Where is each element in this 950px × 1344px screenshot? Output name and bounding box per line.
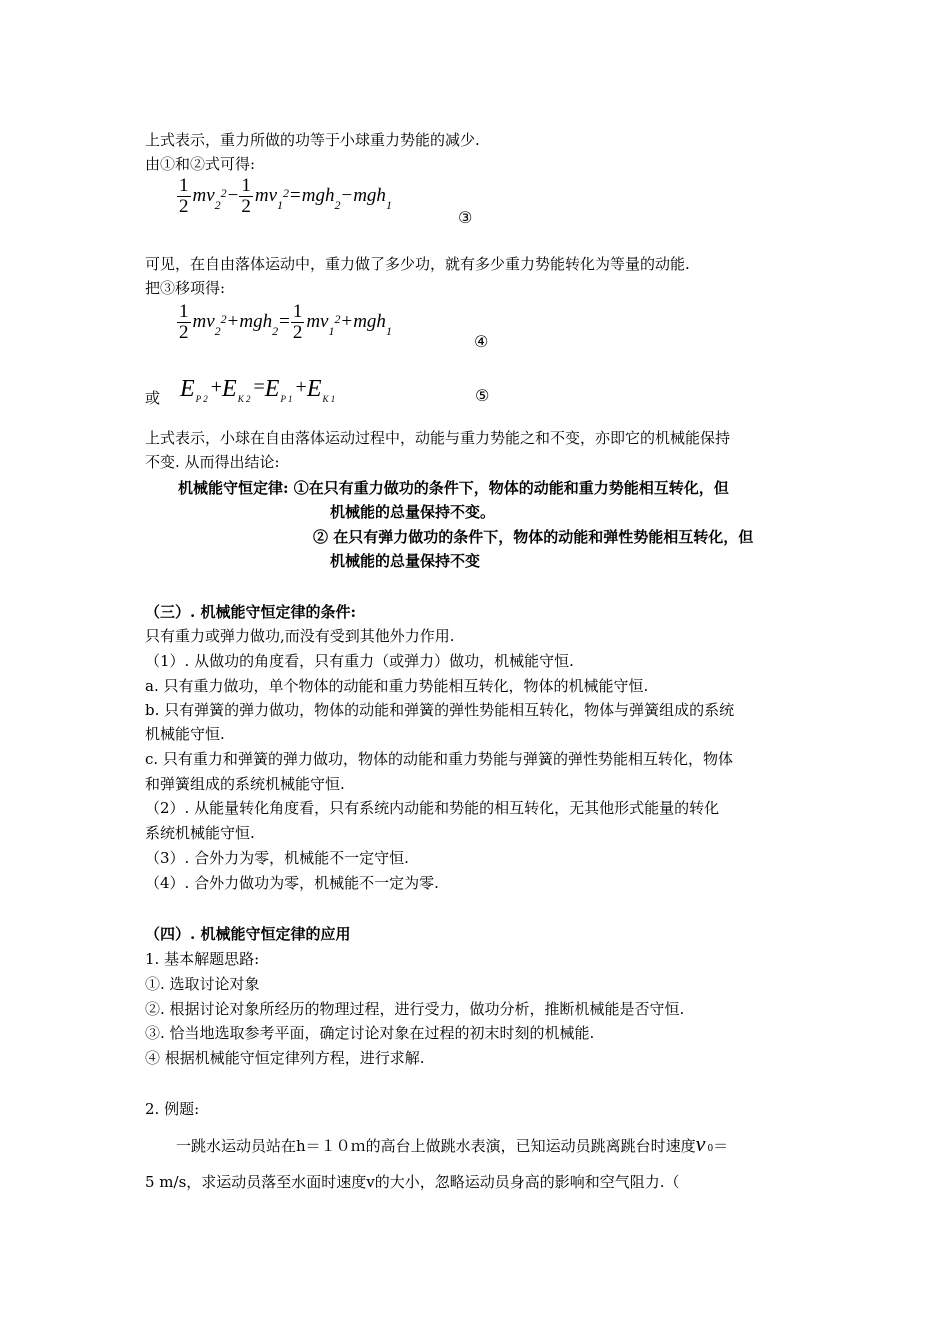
- text-line: （1）. 从做功的角度看，只有重力（或弹力）做功，机械能守恒.: [145, 652, 574, 670]
- example-text: 一跳水运动员站在h＝１０ｍ的高台上做跳水表演，已知运动员跳离跳台时速度: [176, 1137, 696, 1155]
- text-line: 把③移项得:: [145, 279, 226, 297]
- text-line: a. 只有重力做功，单个物体的动能和重力势能相互转化，物体的机械能守恒.: [145, 677, 649, 695]
- law-statement: 机械能的总量保持不变。: [330, 503, 496, 521]
- text-line: （4）. 合外力做功为零，机械能不一定为零.: [145, 874, 439, 892]
- text-line: （2）. 从能量转化角度看，只有系统内动能和势能的相互转化，无其他形式能量的转化: [145, 799, 720, 817]
- text-line: 上式表示，重力所做的功等于小球重力势能的减少.: [145, 131, 480, 149]
- equation-3: $\frac{1}{2}$ $mv_2^2-$ $\frac{1}{2}$ $mv_1^2=mgh_2-mgh_1$: [179, 175, 392, 217]
- text-line: （3）. 合外力为零，机械能不一定守恒.: [145, 849, 409, 867]
- section-heading: （三）. 机械能守恒定律的条件:: [145, 603, 356, 621]
- example-line: [176, 1131, 729, 1159]
- example-text: ＝: [713, 1137, 729, 1155]
- law-statement: ② 在只有弹力做功的条件下，物体的动能和弹性势能相互转化，但: [313, 528, 754, 546]
- equation-number: ③: [458, 208, 473, 227]
- text-line: 1. 基本解题思路:: [145, 950, 260, 968]
- v0-subscript: 0: [707, 1144, 714, 1154]
- v0-symbol: v: [695, 1131, 706, 1156]
- text-line: ①. 选取讨论对象: [145, 975, 260, 993]
- text-line: ④ 根据机械能守恒定律列方程，进行求解.: [145, 1049, 425, 1067]
- text-line: 可见，在自由落体运动中，重力做了多少功，就有多少重力势能转化为等量的动能.: [145, 255, 690, 273]
- or-label: 或: [145, 389, 161, 407]
- text-line: 2. 例题:: [145, 1100, 200, 1118]
- text-line: 机械能守恒.: [145, 725, 225, 743]
- text-line: 5 m/s，求运动员落至水面时速度v的大小，忽略运动员身高的影响和空气阻力.（: [145, 1173, 680, 1191]
- equation-4: $\frac{1}{2}$ $mv_2^2+mgh_2=$ $\frac{1}{2}$ $mv_1^2+mgh_1$: [179, 301, 392, 343]
- law-statement: 机械能的总量保持不变: [330, 552, 481, 570]
- text-line: 不变. 从而得出结论:: [145, 453, 280, 471]
- equation-number: ④: [474, 332, 489, 351]
- text-line: b. 只有弹簧的弹力做功，物体的动能和弹簧的弹性势能相互转化，物体与弹簧组成的系统: [145, 701, 735, 719]
- text-line: ②. 根据讨论对象所经历的物理过程，进行受力，做功分析，推断机械能是否守恒.: [145, 1000, 685, 1018]
- text-line: 和弹簧组成的系统机械能守恒.: [145, 775, 345, 793]
- text-line: 只有重力或弹力做功,而没有受到其他外力作用.: [145, 627, 455, 645]
- text-line: 上式表示，小球在自由落体运动过程中，动能与重力势能之和不变，亦即它的机械能保持: [145, 429, 731, 447]
- text-line: ③. 恰当地选取参考平面，确定讨论对象在过程的初末时刻的机械能.: [145, 1024, 595, 1042]
- equation-number: ⑤: [475, 386, 490, 405]
- text-line: c. 只有重力和弹簧的弹力做功，物体的动能和重力势能与弹簧的弹性势能相互转化，物体: [145, 750, 733, 768]
- text-line: 系统机械能守恒.: [145, 824, 255, 842]
- section-heading: （四）. 机械能守恒定律的应用: [145, 925, 351, 943]
- equation-5: $E_{P 2}+E_{K 2}=E_{P 1}+E_{K 1}$: [180, 376, 336, 404]
- law-statement: 机械能守恒定律: ①在只有重力做功的条件下，物体的动能和重力势能相互转化，但: [178, 479, 729, 497]
- text-line: 由①和②式可得:: [145, 155, 256, 173]
